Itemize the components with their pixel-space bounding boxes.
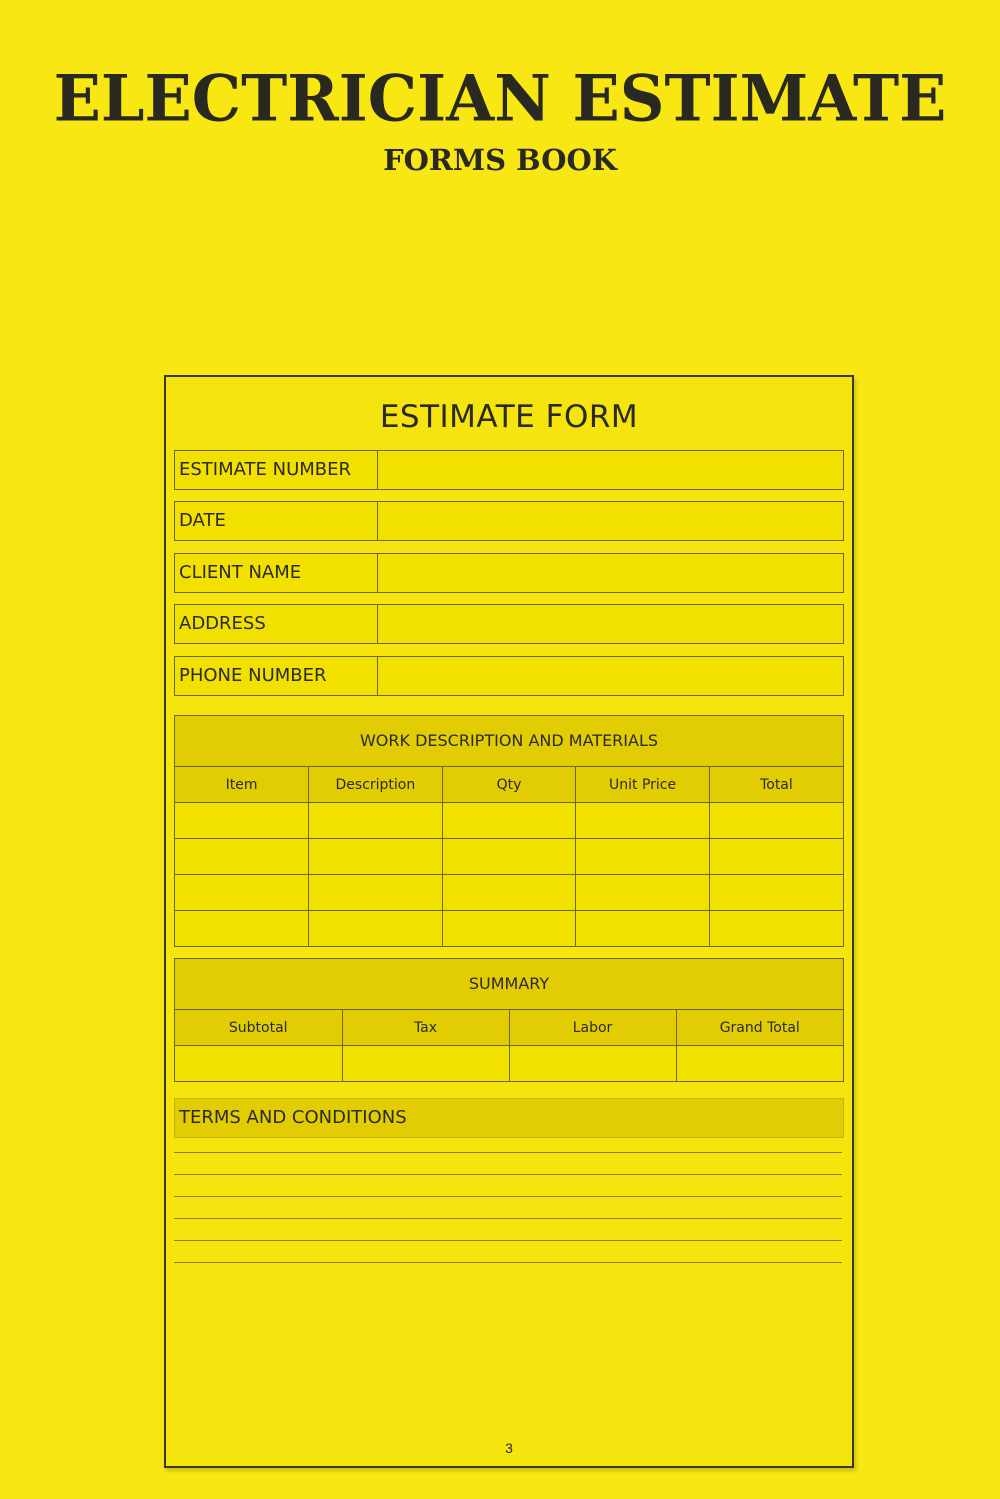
- terms-line[interactable]: [174, 1218, 842, 1219]
- field-phone-number: [174, 656, 844, 696]
- column-header-description: Description: [309, 767, 443, 803]
- table-cell[interactable]: [175, 839, 309, 875]
- table-cell[interactable]: [442, 911, 576, 947]
- table-row: [175, 1046, 843, 1082]
- terms-line[interactable]: [174, 1196, 842, 1197]
- table-cell[interactable]: [576, 911, 710, 947]
- table-cell[interactable]: [442, 839, 576, 875]
- terms-line[interactable]: [174, 1152, 842, 1153]
- cover-title: ELECTRICIAN ESTIMATE: [53, 61, 947, 136]
- table-cell[interactable]: [309, 839, 443, 875]
- table-row: [175, 803, 843, 839]
- column-header-total: Total: [709, 767, 843, 803]
- table-cell[interactable]: [709, 803, 843, 839]
- field-value-box[interactable]: [378, 451, 843, 489]
- field-estimate-number: [174, 450, 844, 490]
- field-label: ADDRESS: [175, 605, 378, 643]
- field-address: [174, 604, 844, 644]
- summary-table: [174, 958, 844, 1082]
- summary-header: SUMMARY: [175, 959, 843, 1010]
- table-cell[interactable]: [576, 803, 710, 839]
- field-value-box[interactable]: [378, 657, 843, 695]
- page-number: 3: [505, 1440, 513, 1456]
- terms-line[interactable]: [174, 1240, 842, 1241]
- table-cell[interactable]: [309, 803, 443, 839]
- column-header-qty: Qty: [442, 767, 576, 803]
- table-cell[interactable]: [576, 839, 710, 875]
- table-cell[interactable]: [342, 1046, 509, 1082]
- table-cell[interactable]: [309, 911, 443, 947]
- field-label: PHONE NUMBER: [175, 657, 378, 695]
- table-cell[interactable]: [709, 875, 843, 911]
- column-header-grand-total: Grand Total: [676, 1010, 843, 1046]
- terms-line[interactable]: [174, 1262, 842, 1263]
- field-label: CLIENT NAME: [175, 554, 378, 592]
- table-row: [175, 875, 843, 911]
- table-cell[interactable]: [709, 839, 843, 875]
- field-label: ESTIMATE NUMBER: [175, 451, 378, 489]
- table-cell[interactable]: [709, 911, 843, 947]
- terms-line[interactable]: [174, 1174, 842, 1175]
- table-cell[interactable]: [442, 803, 576, 839]
- field-client-name: [174, 553, 844, 593]
- table-cell[interactable]: [175, 875, 309, 911]
- work-description-table: [174, 715, 844, 947]
- column-header-tax: Tax: [342, 1010, 509, 1046]
- column-header-item: Item: [175, 767, 309, 803]
- cover-subtitle: FORMS BOOK: [383, 143, 617, 177]
- work-table-header: WORK DESCRIPTION AND MATERIALS: [175, 716, 843, 767]
- field-value-box[interactable]: [378, 502, 843, 540]
- table-cell[interactable]: [175, 911, 309, 947]
- field-label: DATE: [175, 502, 378, 540]
- table-cell[interactable]: [309, 875, 443, 911]
- column-header-labor: Labor: [509, 1010, 676, 1046]
- table-cell[interactable]: [175, 1046, 342, 1082]
- field-value-box[interactable]: [378, 605, 843, 643]
- table-cell[interactable]: [576, 875, 710, 911]
- form-title: ESTIMATE FORM: [379, 399, 639, 435]
- terms-header: TERMS AND CONDITIONS: [174, 1098, 844, 1138]
- table-row: [175, 839, 843, 875]
- table-row: [175, 911, 843, 947]
- field-date: [174, 501, 844, 541]
- table-cell[interactable]: [509, 1046, 676, 1082]
- field-value-box[interactable]: [378, 554, 843, 592]
- form-page: [164, 375, 854, 1468]
- column-header-subtotal: Subtotal: [175, 1010, 342, 1046]
- table-cell[interactable]: [676, 1046, 843, 1082]
- table-cell[interactable]: [175, 803, 309, 839]
- column-header-unit-price: Unit Price: [576, 767, 710, 803]
- table-cell[interactable]: [442, 875, 576, 911]
